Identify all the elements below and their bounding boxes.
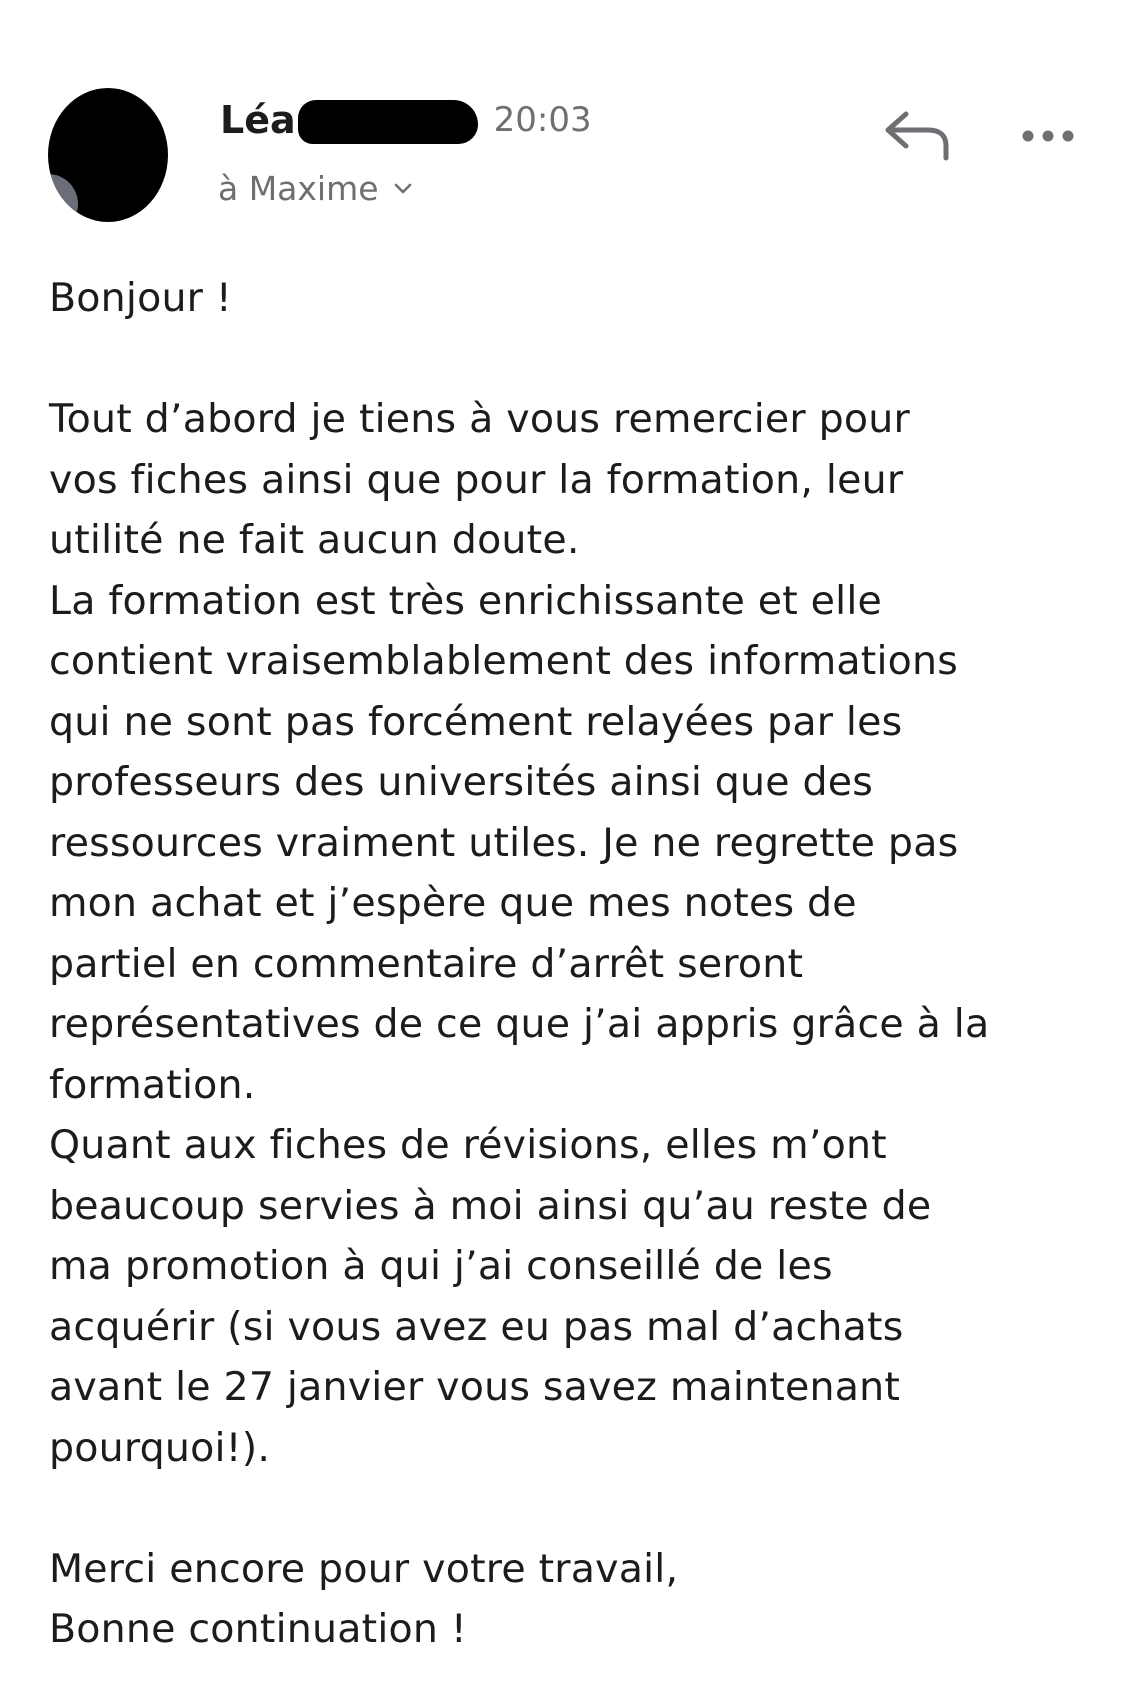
recipient-details-toggle[interactable] — [218, 166, 413, 210]
email-body — [49, 268, 1109, 1660]
more-icon — [1018, 118, 1078, 154]
redacted-last-name — [298, 100, 478, 144]
sent-time: 20:03 — [493, 100, 592, 140]
closing-line: Bonne continuation ! — [49, 1606, 467, 1652]
spacer — [49, 329, 1109, 390]
avatar[interactable] — [48, 88, 168, 222]
reply-icon — [884, 108, 952, 164]
reply-button[interactable] — [884, 108, 952, 164]
avatar-edge — [48, 174, 78, 222]
greeting: Bonjour ! — [49, 275, 232, 321]
closing-line: Merci encore pour votre travail, — [49, 1545, 679, 1592]
email-header — [0, 0, 1125, 240]
chevron-down-icon — [393, 178, 413, 198]
spacer — [49, 1478, 1109, 1539]
body-paragraph: Tout d’abord je tiens à vous remercier pour vos fiches ainsi que pour la formation, leur utilité ne fait aucun doute. La formation est très enrichissante et elle contient vraisemblablement des informations qui ne sont pas forcément relayées par les professeurs des universités ainsi que des ressources vraiment utiles. Je ne regrette pas mon achat et j’espère que mes notes de partiel en commentaire d’arrêt seront représentatives de ce que j’ai appris grâce à la formation. Quant aux fiches de révisions, elles m’ont beaucoup servies à moi ainsi qu’au reste de ma promotion à qui j’ai conseillé de les acquérir (si vous avez eu pas mal d’achats avant le 27 janvier vous savez maintenant pourquoi!). — [49, 396, 990, 1471]
sender-row — [220, 95, 592, 145]
sender-name[interactable]: Léa — [220, 98, 296, 142]
recipient-label: à Maxime — [218, 168, 379, 208]
more-options-button[interactable] — [1018, 118, 1078, 154]
